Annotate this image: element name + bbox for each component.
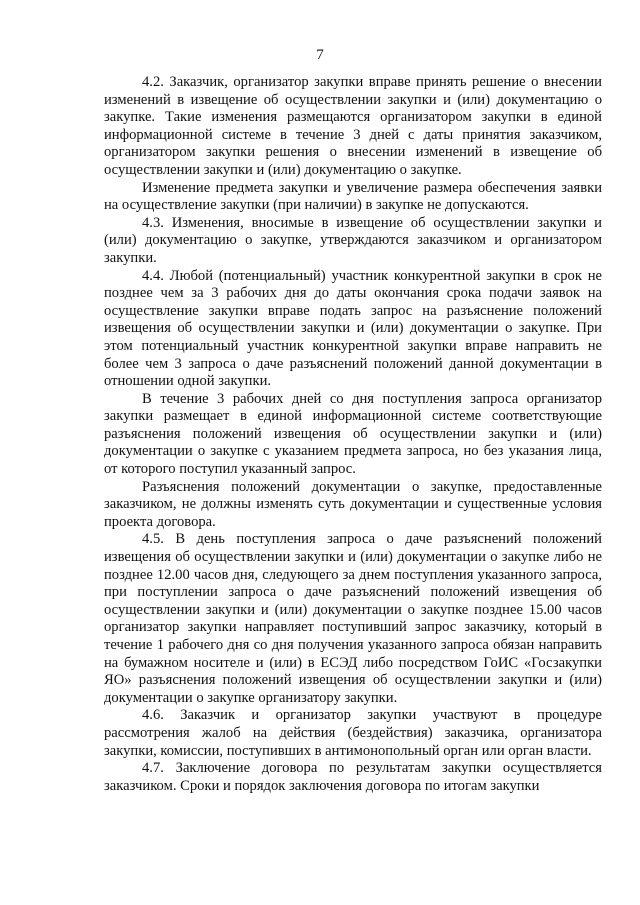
paragraph-4-6: 4.6. Заказчик и организатор закупки участвуют в процедуре рассмотрения жалоб на действия (бездействия) заказчика, организатора закупки, комиссии, поступивших в антимонопольный орган или орган власти.	[104, 707, 602, 759]
paragraph-4-4: 4.4. Любой (потенциальный) участник конкурентной закупки в срок не позднее чем за 3 рабочих дня до даты окончания срока подачи заявок на осуществление закупки вправе подать запрос на разъяснение положений извещения об осуществлении закупки и (или) документации о закупке. При этом потенциальный участник конкурентной закупки вправе направить не более чем 3 запроса о даче разъяснений положений данной документации в отношении одной закупки.	[104, 267, 602, 390]
page-number: 7	[316, 47, 324, 63]
paragraph-clarification-deadline: В течение 3 рабочих дней со дня поступления запроса организатор закупки размещает в единой информационной системе соответствующие разъяснения положений извещения об осуществлении закупки и (или) документации о закупке с указанием предмета запроса, но без указания лица, от которого поступил указанный запрос.	[104, 390, 602, 478]
paragraph-4-7: 4.7. Заключение договора по результатам закупки осуществляется заказчиком. Сроки и порядок заключения договора по итогам закупки	[104, 760, 602, 794]
document-body	[104, 74, 602, 795]
paragraph-subject-change: Изменение предмета закупки и увеличение размера обеспечения заявки на осуществление закупки (при наличии) в закупке не допускаются.	[104, 179, 602, 214]
paragraph-4-2: 4.2. Заказчик, организатор закупки вправе принять решение о внесении изменений в извещение об осуществлении закупки и (или) документацию о закупке. Такие изменения размещаются организатором закупки в единой информационной системе в течение 3 дней с даты принятия заказчиком, организатором закупки решения о внесении изменений в извещение об осуществлении закупки и (или) документацию о закупке.	[104, 74, 602, 178]
paragraph-4-3: 4.3. Изменения, вносимые в извещение об осуществлении закупки и (или) документацию о закупке, утверждаются заказчиком и организатором закупки.	[104, 214, 602, 266]
paragraph-clarification-content: Разъяснения положений документации о закупке, предоставленные заказчиком, не должны изменять суть документации и существенные условия проекта договора.	[104, 478, 602, 530]
paragraph-4-5: 4.5. В день поступления запроса о даче разъяснений положений извещения об осуществлении закупки и (или) документации о закупке либо не позднее 12.00 часов дня, следующего за днем поступления указанного запроса, при поступлении запроса о даче разъяснений положений извещения об осуществлении закупки и (или) документации о закупке позднее 15.00 часов организатор закупки направляет поступивший запрос заказчику, который в течение 1 рабочего дня со дня получения указанного запроса обязан направить на бумажном носителе и (или) в ЕСЭД либо посредством ГоИС «Госзакупки ЯО» разъяснения положений извещения об осуществлении закупки и (или) документации о закупке организатору закупки.	[104, 531, 602, 706]
